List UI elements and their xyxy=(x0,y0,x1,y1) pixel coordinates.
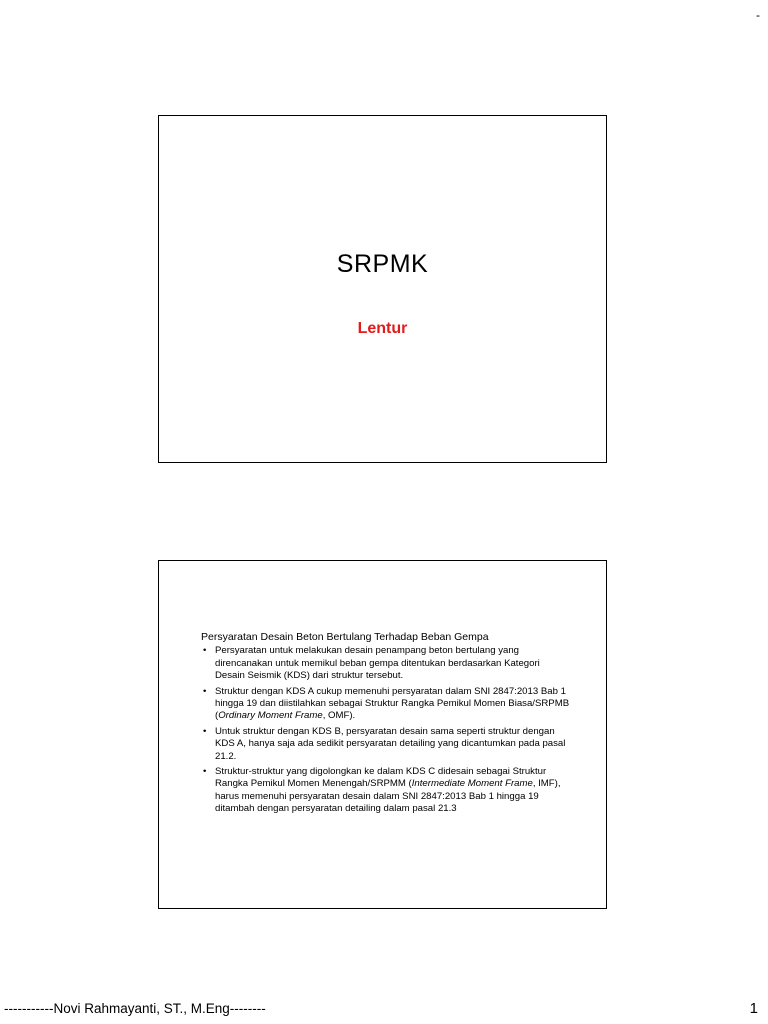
bullet-text-end: , IMF), harus memenuhi persyaratan desain dalam SNI 2847:2013 Bab 1 hingga 19 ditambah dengan persyaratan detailing dalam pasal 21.3 xyxy=(215,778,561,815)
bullet-item xyxy=(201,726,570,763)
bullet-icon: • xyxy=(203,725,207,737)
bullet-item xyxy=(201,686,570,723)
bullet-icon: • xyxy=(203,685,207,697)
page-number: 1 xyxy=(749,1000,758,1017)
bullet-italic-term: Intermediate Moment Frame xyxy=(411,778,533,790)
bullet-icon: • xyxy=(203,766,207,778)
slide-title: SRPMK xyxy=(336,250,429,278)
bullet-text: Struktur-struktur yang digolongkan ke dalam KDS C didesain sebagai Struktur Rangka Pemikul Momen Menengah/SRPMM ( xyxy=(215,766,547,790)
bullet-text: Struktur dengan KDS A cukup memenuhi persyaratan dalam SNI 2847:2013 Bab 1 hingga 19 dan diistilahkan sebagai Struktur Rangka Pemikul Momen Biasa/SRPMB ( xyxy=(215,685,570,722)
content-heading: Persyaratan Desain Beton Bertulang Terhadap Beban Gempa xyxy=(201,631,489,643)
footer-author: -----------Novi Rahmayanti, ST., M.Eng-------- xyxy=(4,1001,266,1016)
bullet-text: Persyaratan untuk melakukan desain penampang beton bertulang yang direncanakan untuk memikul beban gempa ditentukan berdasarkan Kategori Desain Seismik (KDS) dari struktur tersebut. xyxy=(215,645,540,682)
corner-mark: - xyxy=(756,8,760,22)
bullet-list xyxy=(201,645,570,815)
bullet-italic-term: Ordinary Moment Frame xyxy=(218,710,323,722)
bullet-item xyxy=(201,766,570,816)
slide-2 xyxy=(158,560,607,909)
bullet-text-end: , OMF). xyxy=(322,710,356,722)
slide-subtitle: Lentur xyxy=(357,320,408,337)
slide-1 xyxy=(158,115,607,463)
bullet-icon: • xyxy=(203,645,207,657)
bullet-item xyxy=(201,645,570,682)
slide-content xyxy=(201,631,570,819)
bullet-text: Untuk struktur dengan KDS B, persyaratan desain sama seperti struktur dengan KDS A, hanya saja ada sedikit persyaratan detailing yang dicantumkan pada pasal 21.2. xyxy=(215,725,566,762)
